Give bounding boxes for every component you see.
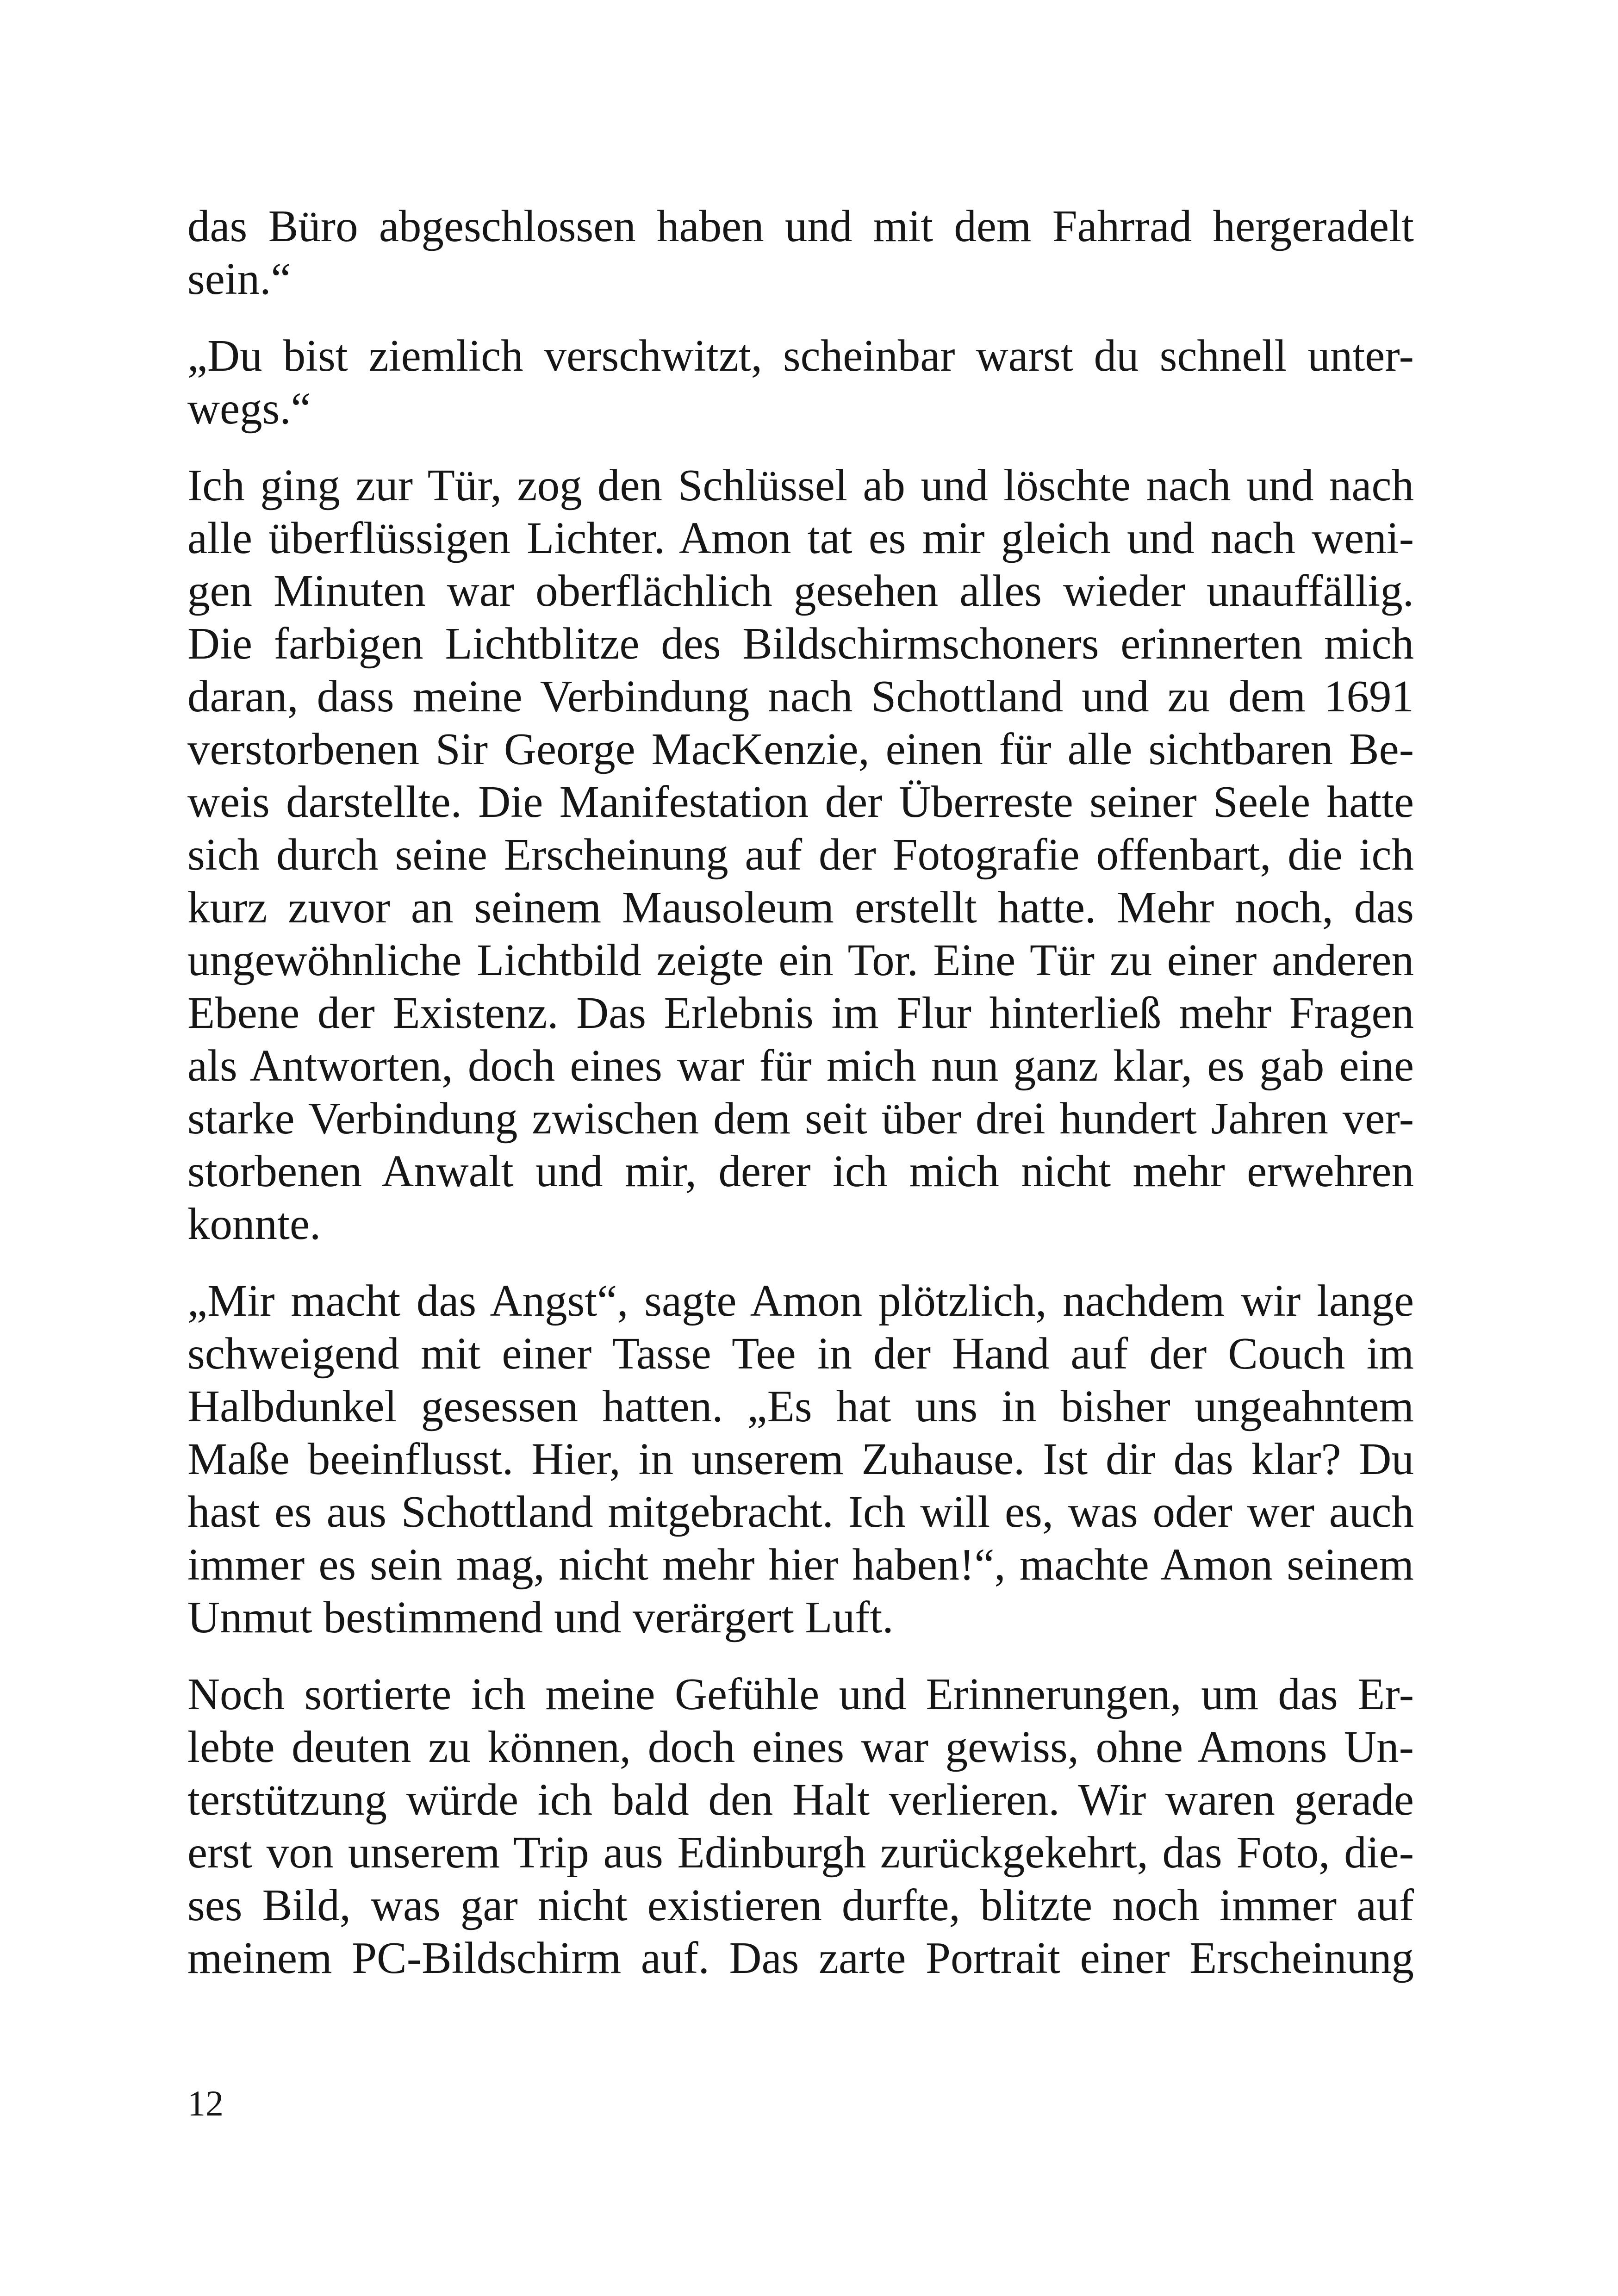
text-line: schweigend mit einer Tasse Tee in der Hand auf der Couch im — [187, 1329, 1414, 1378]
text-line: „Du bist ziemlich verschwitzt, scheinbar warst du schnell unter- — [187, 331, 1414, 380]
text-line: sich durch seine Erscheinung auf der Fotografie offenbart, die ich — [187, 830, 1414, 879]
text-line: sein.“ — [187, 254, 291, 304]
text-line: lebte deuten zu können, doch eines war gewiss, ohne Amons Un- — [187, 1722, 1414, 1772]
text-line: terstützung würde ich bald den Halt verlieren. Wir waren gerade — [187, 1775, 1414, 1824]
text-line: daran, dass meine Verbindung nach Schottland und zu dem 1691 — [187, 672, 1414, 721]
text-line: als Antworten, doch eines war für mich nun ganz klar, es gab eine — [187, 1041, 1414, 1090]
text-line: immer es sein mag, nicht mehr hier haben!“, machte Amon seinem — [187, 1540, 1414, 1589]
text-line: Noch sortierte ich meine Gefühle und Erinnerungen, um das Er- — [187, 1669, 1414, 1719]
text-line: „Mir macht das Angst“, sagte Amon plötzlich, nachdem wir lange — [187, 1276, 1414, 1325]
text-line: hast es aus Schottland mitgebracht. Ich will es, was oder wer auch — [187, 1487, 1414, 1537]
text-line: meinem PC-Bildschirm auf. Das zarte Portrait einer Erscheinung — [187, 1933, 1414, 1983]
text-line: konnte. — [187, 1199, 321, 1249]
text-line: erst von unserem Trip aus Edinburgh zurückgekehrt, das Foto, die- — [187, 1828, 1414, 1877]
paragraph — [187, 1668, 1414, 1985]
paragraph — [187, 330, 1414, 435]
text-line: gen Minuten war oberflächlich gesehen alles wieder unauffällig. — [187, 566, 1414, 616]
body-text — [187, 200, 1414, 2009]
paragraph — [187, 1275, 1414, 1644]
text-line: Maße beeinflusst. Hier, in unserem Zuhause. Ist dir das klar? Du — [187, 1434, 1414, 1484]
paragraph — [187, 459, 1414, 1251]
text-line: das Büro abgeschlossen haben und mit dem Fahrrad hergeradelt — [187, 201, 1414, 251]
text-line: weis darstellte. Die Manifestation der Überreste seiner Seele hatte — [187, 777, 1414, 827]
text-line: verstorbenen Sir George MacKenzie, einen für alle sichtbaren Be- — [187, 724, 1414, 774]
text-line: Unmut bestimmend und verärgert Luft. — [187, 1593, 894, 1642]
text-line: kurz zuvor an seinem Mausoleum erstellt hatte. Mehr noch, das — [187, 883, 1414, 932]
text-line: starke Verbindung zwischen dem seit über drei hundert Jahren ver- — [187, 1094, 1414, 1143]
page-number: 12 — [187, 2083, 224, 2123]
text-line: storbenen Anwalt und mir, derer ich mich nicht mehr erwehren — [187, 1146, 1414, 1196]
text-line: Ich ging zur Tür, zog den Schlüssel ab und löschte nach und nach — [187, 460, 1414, 510]
text-line: Halbdunkel gesessen hatten. „Es hat uns in bisher ungeahntem — [187, 1381, 1414, 1431]
paragraph — [187, 200, 1414, 305]
text-line: ses Bild, was gar nicht existieren durfte, blitzte noch immer auf — [187, 1880, 1414, 1930]
text-line: Ebene der Existenz. Das Erlebnis im Flur hinterließ mehr Fragen — [187, 988, 1414, 1038]
text-line: ungewöhnliche Lichtbild zeigte ein Tor. Eine Tür zu einer anderen — [187, 935, 1414, 985]
text-line: Die farbigen Lichtblitze des Bildschirmschoners erinnerten mich — [187, 619, 1414, 668]
text-line: wegs.“ — [187, 384, 311, 433]
text-line: alle überflüssigen Lichter. Amon tat es mir gleich und nach weni- — [187, 513, 1414, 563]
